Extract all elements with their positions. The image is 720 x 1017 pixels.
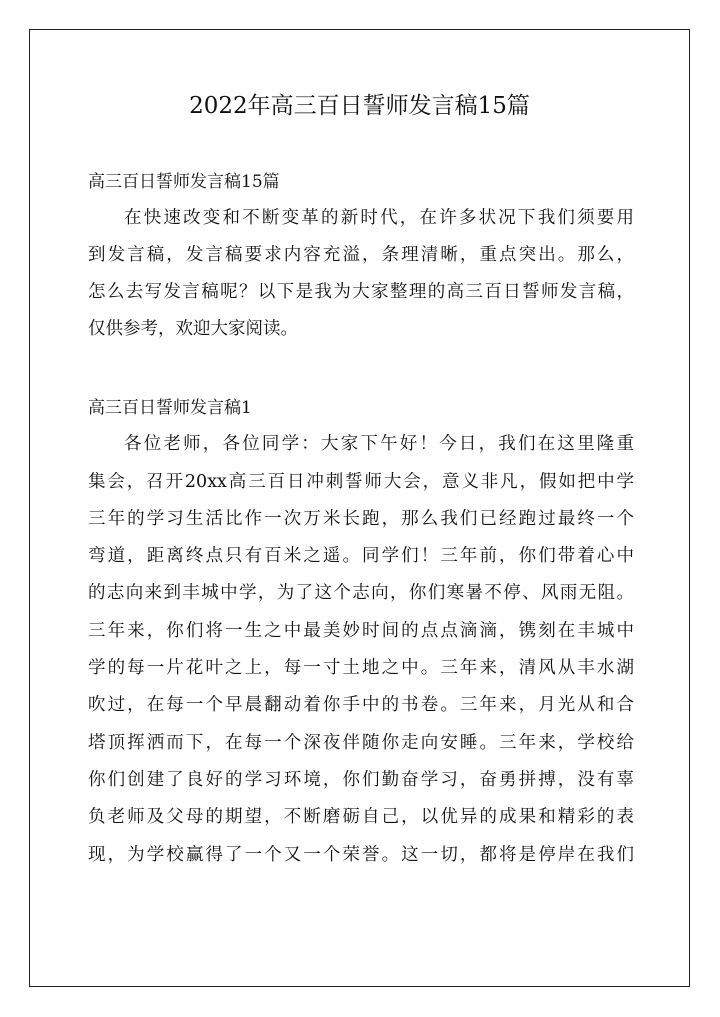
paragraph-line: 三年来，你们将一生之中最美妙时间的点点滴滴，镌刻在丰城中 bbox=[88, 621, 634, 641]
document-title: 2022年高三百日誓师发言稿15篇 bbox=[189, 93, 530, 119]
paragraph-line: 各位老师，各位同学：大家下午好！今日，我们在这里隆重 bbox=[124, 434, 634, 454]
section-heading: 高三百日誓师发言稿1 bbox=[88, 398, 252, 418]
paragraph-line: 在快速改变和不断变革的新时代，在许多状况下我们须要用 bbox=[124, 208, 634, 228]
paragraph-line: 负老师及父母的期望，不断磨砺自己，以优异的成果和精彩的表 bbox=[88, 807, 634, 827]
section-heading: 高三百日誓师发言稿15篇 bbox=[88, 172, 280, 192]
paragraph-line: 你们创建了良好的学习环境，你们勤奋学习，奋勇拼搏，没有辜 bbox=[88, 770, 634, 790]
paragraph-line: 集会，召开20xx高三百日冲刺誓师大会，意义非凡，假如把中学 bbox=[88, 472, 634, 492]
paragraph-line: 到发言稿，发言稿要求内容充溢，条理清晰，重点突出。那么， bbox=[88, 245, 634, 265]
paragraph-line: 现，为学校赢得了一个又一个荣誉。这一切，都将是停岸在我们 bbox=[88, 845, 634, 865]
paragraph-line: 吹过，在每一个早晨翻动着你手中的书卷。三年来，月光从和合 bbox=[88, 695, 634, 715]
paragraph-line: 学的每一片花叶之上，每一寸土地之中。三年来，清风从丰水湖 bbox=[88, 658, 634, 678]
paragraph-line: 弯道，距离终点只有百米之遥。同学们！三年前，你们带着心中 bbox=[88, 546, 634, 566]
paragraph-line: 仅供参考，欢迎大家阅读。 bbox=[88, 319, 298, 339]
paragraph-line: 怎么去写发言稿呢？以下是我为大家整理的高三百日誓师发言稿， bbox=[88, 282, 634, 302]
paragraph-line: 塔顶挥洒而下，在每一个深夜伴随你走向安睡。三年来，学校给 bbox=[88, 733, 634, 753]
paragraph-line: 三年的学习生活比作一次万米长跑，那么我们已经跑过最终一个 bbox=[88, 509, 634, 529]
paragraph-line: 的志向来到丰城中学，为了这个志向，你们寒暑不停、风雨无阻。 bbox=[88, 583, 634, 603]
